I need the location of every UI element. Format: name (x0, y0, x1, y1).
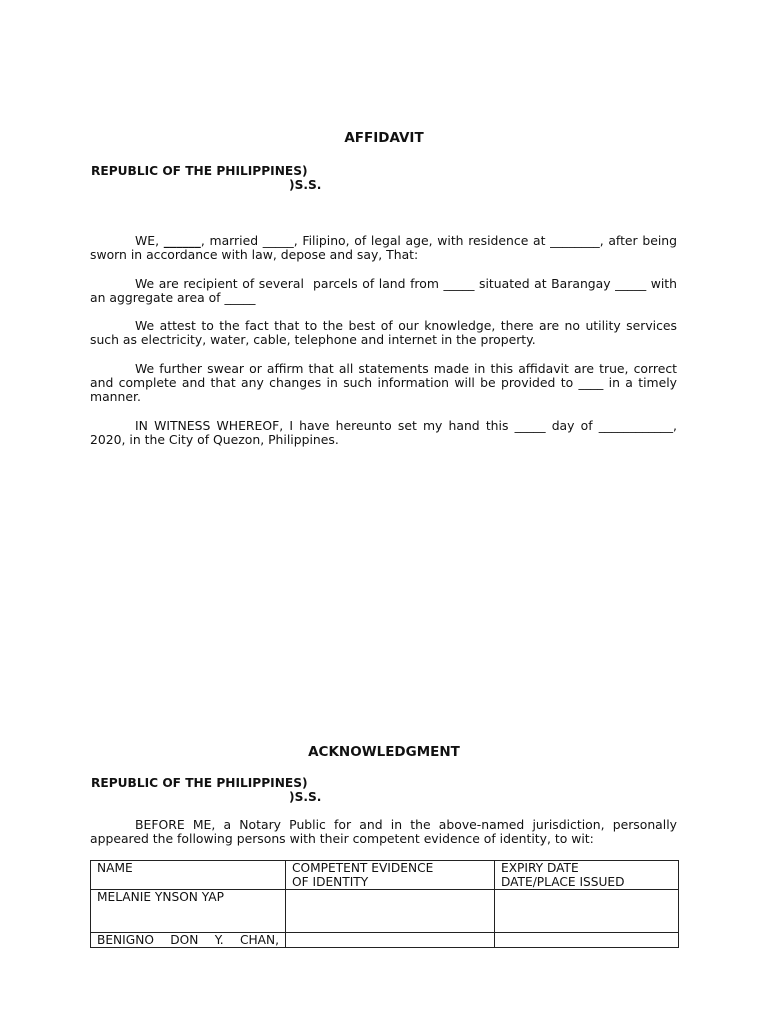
affidavit-paragraph-5: IN WITNESS WHEREOF, I have hereunto set my hand this _____ day of ____________, 2020, in the City of Quezon, Philippines. (90, 418, 681, 447)
header-name: NAME (91, 861, 286, 890)
cell-expiry (495, 890, 679, 933)
header-evidence: COMPETENT EVIDENCE OF IDENTITY (286, 861, 495, 890)
venue-ss: )S.S. (289, 178, 322, 192)
affidavit-paragraph-4: We further swear or affirm that all statements made in this affidavit are true, correct and complete and that any changes in such information will be provided to ____ in a timely manner. (90, 361, 681, 404)
table-row (91, 890, 679, 933)
blank-we: ______ (163, 233, 201, 248)
ack-venue-ss: )S.S. (289, 790, 322, 804)
cell-evidence (286, 933, 495, 948)
affidavit-title: AFFIDAVIT (344, 130, 424, 146)
header-expiry: EXPIRY DATE DATE/PLACE ISSUED (495, 861, 679, 890)
affidavit-paragraph-3: We attest to the fact that to the best of our knowledge, there are no utility services such as electricity, water, cable, telephone and internet in the property. (90, 318, 681, 347)
affidavit-venue (91, 164, 321, 192)
cell-expiry (495, 933, 679, 948)
cell-name: MELANIE YNSON YAP (91, 890, 286, 933)
acknowledgment-paragraph-1: BEFORE ME, a Notary Public for and in the above-named jurisdiction, personally appeared the following persons with their competent evidence of identity, to wit: (90, 817, 681, 846)
affidavit-paragraph-2: We are recipient of several parcels of land from _____ situated at Barangay _____ with an aggregate area of _____ (90, 276, 681, 305)
acknowledgment-title: ACKNOWLEDGMENT (308, 744, 460, 760)
identity-table (90, 860, 679, 948)
cell-name: BENIGNO DON Y. CHAN, (91, 933, 286, 948)
ack-venue-republic: REPUBLIC OF THE PHILIPPINES) (91, 776, 308, 790)
venue-republic: REPUBLIC OF THE PHILIPPINES) (91, 164, 308, 178)
cell-evidence (286, 890, 495, 933)
table-header-row (91, 861, 679, 890)
acknowledgment-venue (91, 776, 321, 804)
affidavit-p1-rest: , married _____, Filipino, of legal age, with residence at ________, after being sworn in accordance with law, depose and say, That: (90, 233, 681, 262)
affidavit-p1-start: WE, (135, 233, 164, 248)
table-row (91, 933, 679, 948)
affidavit-paragraph-1 (90, 233, 681, 262)
